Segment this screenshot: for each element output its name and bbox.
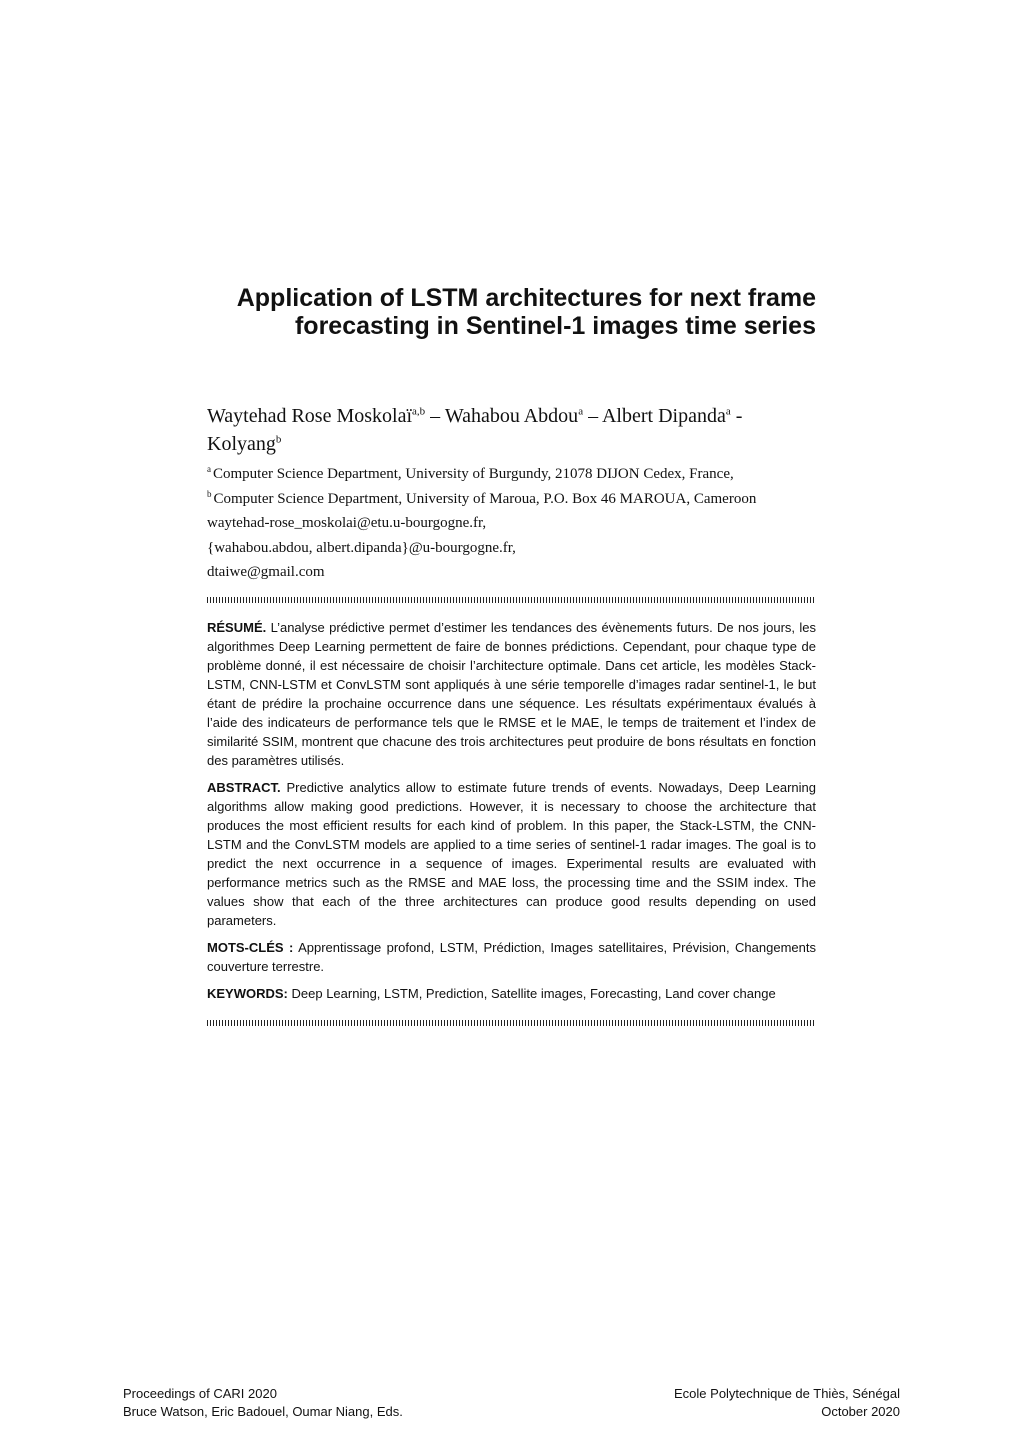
section-separator [207,597,816,603]
keywords-text: Deep Learning, LSTM, Prediction, Satellite images, Forecasting, Land cover change [291,986,776,1001]
resume-text: L’analyse prédictive permet d’estimer les tendances des évènements futurs. De nos jours, les algorithmes Deep Learning permettent de faire de bonnes prédictions. Cependant, pour chaque type de problème donné, il est nécessaire de choisir l’architecture optimale. Dans cet article, les modèles Stack-LSTM, CNN-LSTM et ConvLSTM sont appliqués à une série temporelle d’images radar sentinel-1, le but étant de prédire la prochaine occurrence dans une séquence. Les résultats expérimentaux évalués à l’aide des indicateurs de performance tels que le RMSE et le MAE, le temps de traitement et l’index de similarité SSIM, montrent que chacune des trois architectures peut produire de bons résultats en fonction des paramètres utilisés. [207,620,816,768]
keywords-label: KEYWORDS: [207,986,288,1001]
email-line: waytehad-rose_moskolai@etu.u-bourgogne.fr, [207,515,487,531]
abstract-block [207,618,816,1011]
keywords-paragraph [207,984,816,1003]
author-name: Wahabou Abdou [444,405,579,427]
footer-line: Ecole Polytechnique de Thiès, Sénégal [674,1386,900,1401]
motscles-label: MOTS-CLÉS : [207,940,294,955]
author-affiliation-mark: b [275,433,282,446]
resume-paragraph [207,618,816,770]
motscles-paragraph [207,938,816,976]
email-line: dtaiwe@gmail.com [207,564,325,580]
abstract-label: ABSTRACT. [207,780,281,795]
affiliations [207,462,816,585]
footer-proceedings [123,1385,403,1421]
author-name: Kolyang [207,433,276,455]
footer-venue [674,1385,900,1421]
affiliation [207,487,816,512]
author-name: Albert Dipanda [601,405,726,427]
resume-label: RÉSUMÉ. [207,620,267,635]
paper-title: Application of LSTM architectures for next frame forecasting in Sentinel-1 images time series [236,284,816,340]
motscles-text: Apprentissage profond, LSTM, Prédiction, Images satellitaires, Prévision, Changements couverture terrestre. [207,940,816,974]
author-affiliation-mark: a [578,405,584,418]
abstract-paragraph [207,778,816,930]
affiliation-mark: a [207,464,211,474]
email-line: {wahabou.abdou, albert.dipanda}@u-bourgogne.fr, [207,539,516,556]
affiliation [207,462,816,487]
affiliation-mark: b [207,488,212,499]
footer-line: Proceedings of CARI 2020 [123,1386,277,1401]
section-separator [207,1020,816,1026]
affiliation-text: Computer Science Department, University of Burgundy, 21078 DIJON Cedex, France, [213,466,734,482]
author-name: Waytehad Rose Moskolaï [207,405,413,427]
footer-line: October 2020 [821,1404,900,1419]
author-affiliation-mark: a,b [412,405,426,418]
author-separator: - [730,405,743,427]
author-separator: – [425,405,445,427]
author-list [207,402,816,458]
author-affiliation-mark: a [725,405,731,418]
author-separator: – [583,405,602,427]
affiliation-text: Computer Science Department, University of Maroua, P.O. Box 46 MAROUA, Cameroon [213,490,757,507]
abstract-text: Predictive analytics allow to estimate future trends of events. Nowadays, Deep Learning algorithms allow making good predictions. However, it is necessary to choose the architecture that produces the most efficient results for each kind of problem. In this paper, the Stack-LSTM, the CNN-LSTM and the ConvLSTM models are applied to a time series of sentinel-1 radar images. The goal is to predict the next occurrence in a sequence of images. Experimental results are evaluated with performance metrics such as the RMSE and MAE loss, the processing time and the SSIM index. The values show that each of the three architectures can produce good results depending on used parameters. [207,780,816,928]
footer-line: Bruce Watson, Eric Badouel, Oumar Niang, Eds. [123,1404,403,1419]
